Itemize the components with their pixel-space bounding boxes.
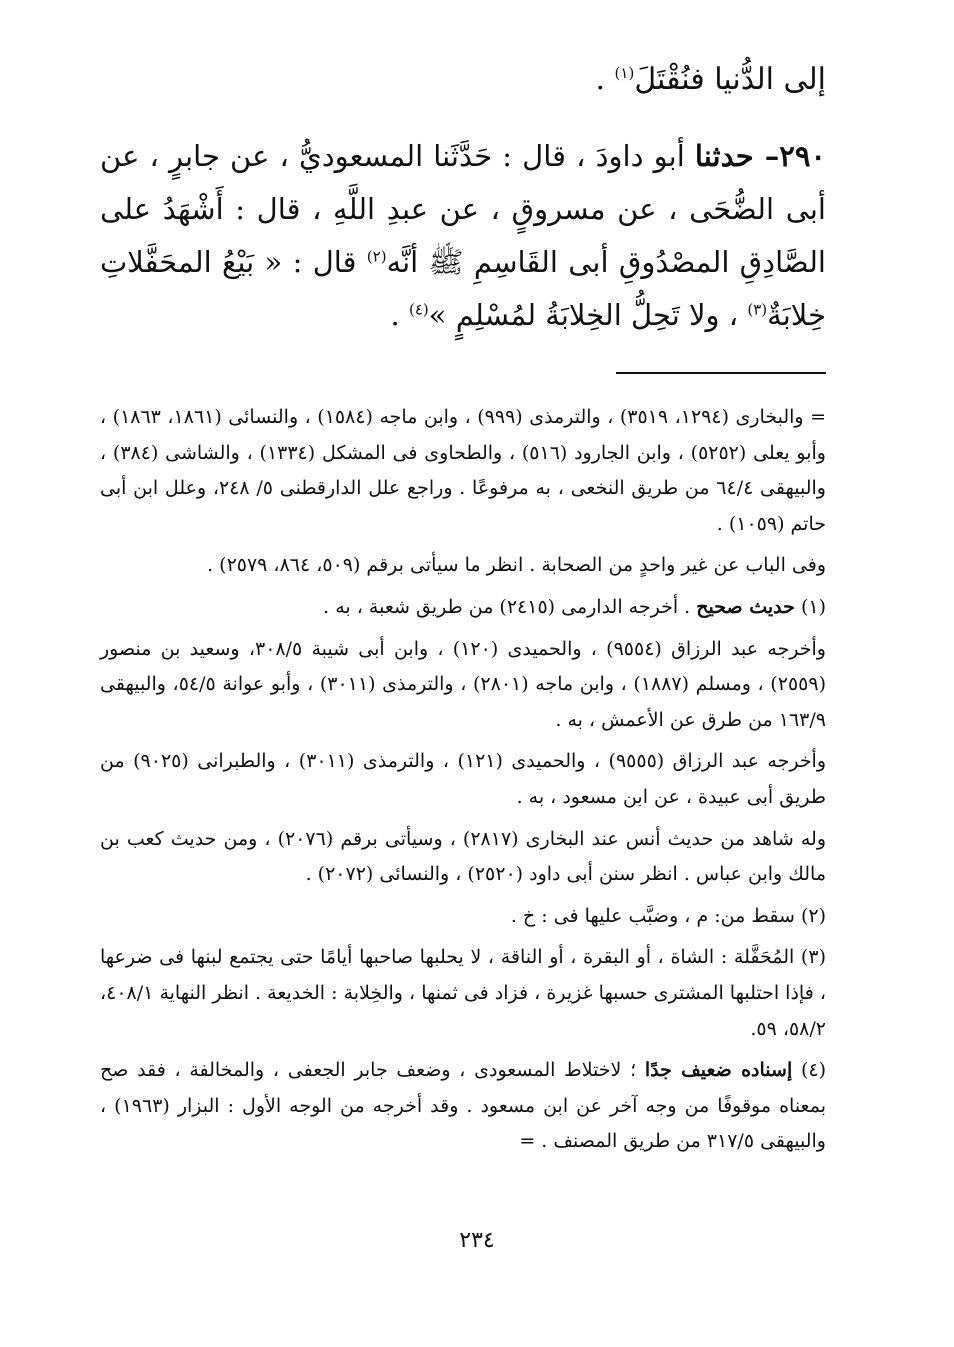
hadith-lead-word: حدثنا [694, 139, 754, 173]
book-page [100, 0, 826, 1347]
footnote-4-text: ؛ لاختلاط المسعودى ، وضعف جابر الجعفى ، والمخالفة ، فقد صح بمعناه موقوفًا من وجه آخر عن ابن مسعود . وقد أخرجه من الوجه الأول : البزار (١٩٦٣) ، والبيهقى ٣١٧/٥ من طريق المصنف . = [100, 1059, 826, 1153]
footnote-ref-1: (١) [614, 64, 635, 82]
footnote-1-number: (١) [794, 595, 826, 618]
hadith-text-part3: ، ولا تَحِلُّ الخِلابَةُ لمُسْلِمٍ » [428, 298, 748, 332]
footnote-4-grade: إسناده ضعيف جدًا [644, 1059, 793, 1082]
footnote-2: (٢) سقط من: م ، وضبَّب عليها فى : خ . [510, 904, 826, 927]
footnote-1 [100, 590, 826, 626]
opening-text: إلى الدُّنيا فنُقْتَلَ [634, 62, 826, 97]
opening-line [100, 56, 826, 104]
footnote-1-paragraph-4: وله شاهد من حديث أنس عند البخارى (٢٨١٧) ، وسيأتى برقم (٢٠٧٦) ، ومن حديث كعب بن مالك وابن عباس . انظر سنن أبى داود (٢٥٢٠) ، والنسائى (٢٠٧٢) . [100, 827, 826, 886]
hadith-number: ٢٩٠ [779, 139, 826, 173]
hadith-290 [100, 130, 826, 342]
hadith-number-separator: – [753, 139, 780, 173]
footnote-1-paragraph-2: وأخرجه عبد الرزاق (٩٥٥٤) ، والحميدى (١٢٠) ، وابن أبى شيبة ٣٠٨/٥، وسعيد بن منصور (٢٥٥٩) ، ومسلم (١٨٨٧) ، وابن ماجه (٢٨٠١) ، والترمذى (٣٠١١) ، وأبو عوانة ٥٤/٥، والبيهقى ١٦٣/٩ من طرق عن الأعمش ، به . [100, 637, 826, 731]
footnote-1-paragraph-3: وأخرجه عبد الرزاق (٩٥٥٥) ، والحميدى (١٢١) ، والترمذى (٣٠١١) ، والطبرانى (٩٠٢٥) من طريق أبى عبيدة ، عن ابن مسعود ، به . [100, 750, 827, 808]
footnote-4-number: (٤) [792, 1059, 826, 1082]
footnote-divider [616, 372, 826, 374]
hadith-text-part4: . [390, 298, 409, 332]
hadith-text-part2: قال : « بَيْعُ المحَفَّلاتِ خِلابَةٌ [100, 245, 826, 332]
footnote-continuation: = والبخارى (١٢٩٤، ٣٥١٩) ، والترمذى (٩٩٩) ، وابن ماجه (١٥٨٤) ، والنسائى (١٨٦١، ١٨٦٣) ، وأبو يعلى (٥٢٥٢) ، وابن الجارود (٥١٦) ، والطحاوى فى المشكل (١٣٣٤) ، والشاشى (٣٨٤) ، والبيهقى ٦٤/٤ من طريق النخعى ، به مرفوعًا . وراجع علل الدارقطنى ٥/ ٢٤٨، وعلل ابن أبى حاتم (١٠٥٩) . [100, 406, 827, 535]
footnote-1-grade: حديث صحيح [696, 595, 795, 618]
footnote-ref-4: (٤) [408, 300, 429, 319]
footnote-3: (٣) المُحَفَّلة : الشاة ، أو البقرة ، أو الناقة ، لا يحلبها صاحبها أيامًا حتى يجتمع لبنها فى ضرعها ، فإذا احتلبها المشترى حسبها غزيرة ، فزاد فى ثمنها ، والخِلابة : الخديعة . انظر النهاية ٤٠٨/١، ٥٨/٢، ٥٩. [100, 946, 826, 1040]
footnote-bab: وفى الباب عن غير واحدٍ من الصحابة . انظر ما سيأتى برقم (٥٠٩، ٨٦٤، ٢٥٧٩) . [207, 554, 826, 577]
footnote-4 [100, 1053, 826, 1160]
footnote-ref-3: (٣) [747, 300, 768, 319]
footnote-1-text: . أخرجه الدارمى (٢٤١٥) من طريق شعبة ، به . [323, 595, 697, 618]
footnotes [100, 400, 826, 1166]
page-number: ٢٣٤ [459, 1228, 495, 1253]
opening-end: . [595, 62, 615, 97]
hadith-text-part1: أبو داودَ ، قال : حَدَّثَنا المسعوديُّ ، عن جابرٍ ، عن أبى الضُّحَى ، عن مسروقٍ ، عن عبدِ اللَّهِ ، قال : أَشْهَدُ على الصَّادِقِ المصْدُوقِ أبى القَاسِمِ ﷺ أنَّه [100, 139, 826, 279]
footnote-ref-2: (٢) [366, 247, 387, 266]
